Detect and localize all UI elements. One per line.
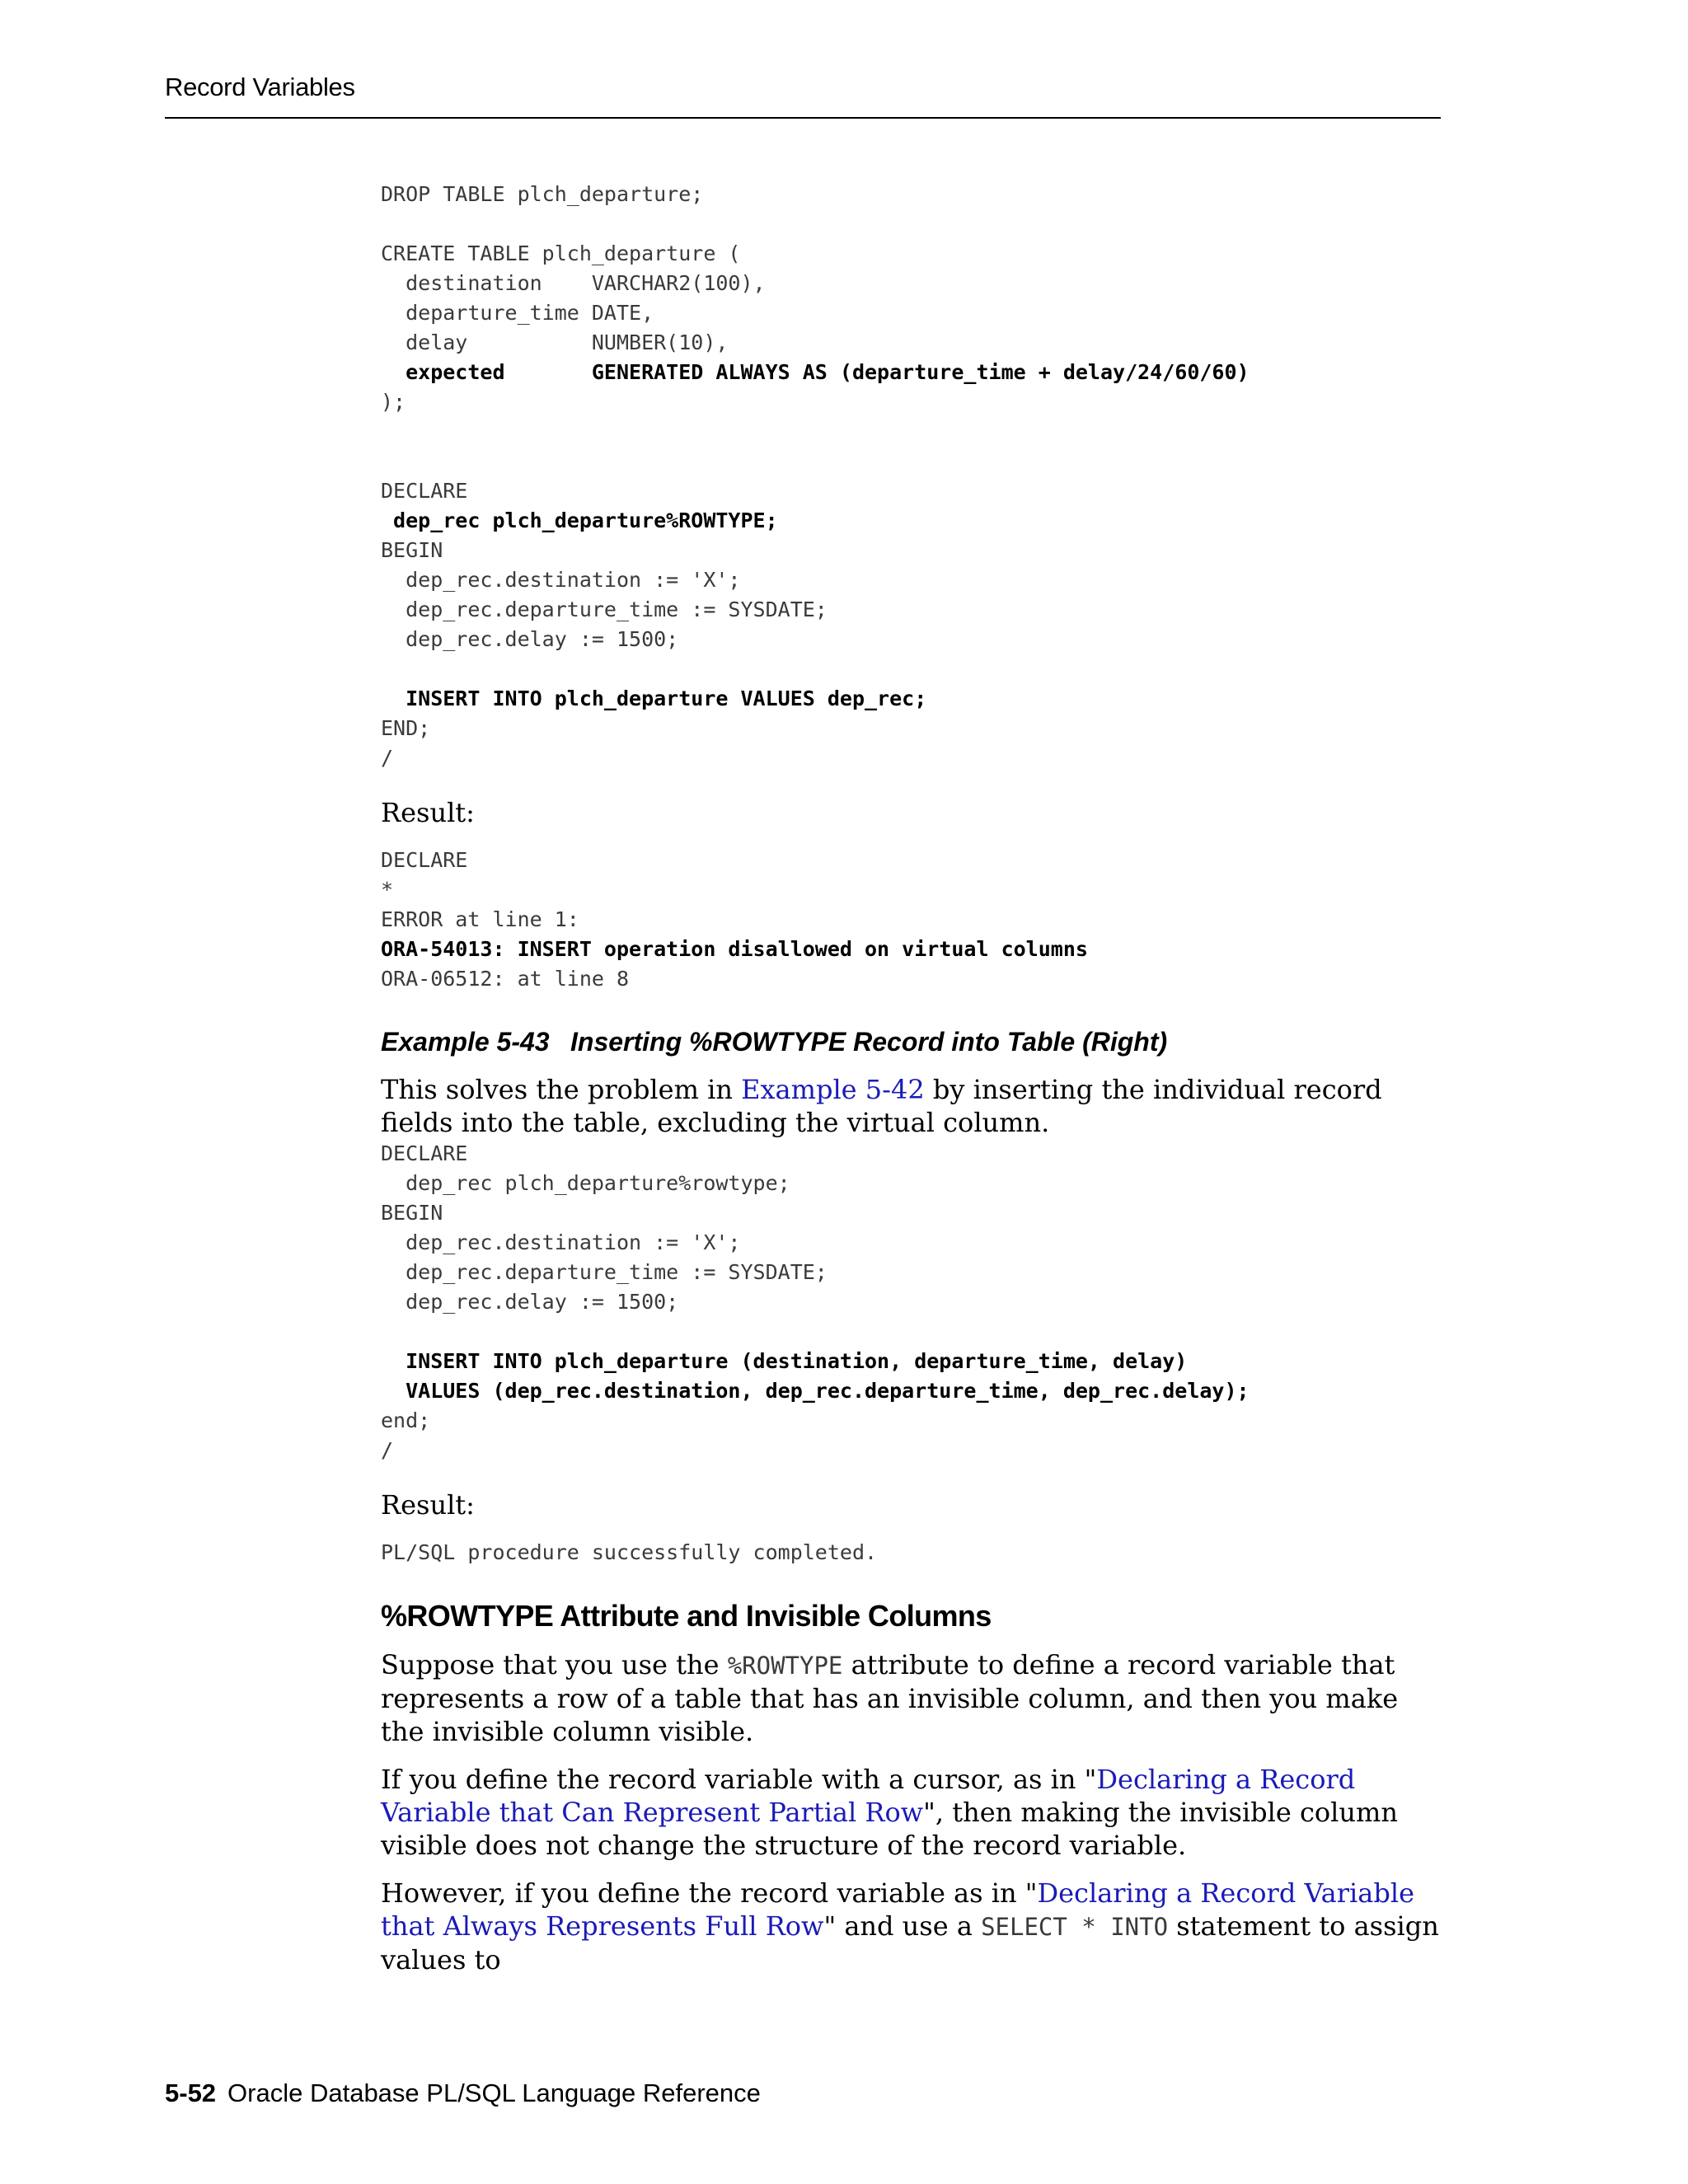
code-line: dep_rec.departure_time := SYSDATE;	[381, 598, 828, 621]
code-line	[381, 654, 1444, 684]
code-block-declare-right	[381, 1139, 1444, 1465]
code-line	[381, 209, 1444, 239]
text-run: However, if you define the record variable as in "	[381, 1877, 1038, 1909]
code-line: BEGIN	[381, 538, 443, 562]
code-line: dep_rec.destination := 'X';	[381, 1230, 741, 1254]
text-run: ", then making the invisible column visible does not change the structure of the record variable.	[381, 1797, 1398, 1861]
code-line: dep_rec.delay := 1500;	[381, 1290, 679, 1314]
code-line: *	[381, 878, 394, 902]
page-body	[381, 180, 1444, 1976]
code-line: delay NUMBER(10),	[381, 330, 729, 354]
code-line-bold	[381, 1347, 1444, 1376]
code-bold-text: INSERT INTO plch_departure (destination, departure_time, delay)	[381, 1349, 1188, 1373]
code-bold-text: dep_rec plch_departure%ROWTYPE;	[381, 509, 778, 532]
code-line: CREATE TABLE plch_departure (	[381, 241, 741, 265]
code-bold-text: ORA-54013: INSERT operation disallowed on virtual columns	[381, 937, 1088, 961]
result-label: Result:	[381, 1489, 475, 1521]
code-line: ORA-06512: at line 8	[381, 967, 630, 991]
code-line-bold	[381, 506, 1444, 536]
code-line: dep_rec.departure_time := SYSDATE;	[381, 1260, 828, 1284]
code-line: DROP TABLE plch_departure;	[381, 182, 704, 206]
example-title-text: Inserting %ROWTYPE Record into Table (Right)	[570, 1027, 1168, 1057]
text-run: If you define the record variable with a cursor, as in "	[381, 1764, 1097, 1795]
code-line: destination VARCHAR2(100),	[381, 271, 766, 295]
text-run: statement to assign values to	[381, 1910, 1439, 1975]
code-line: /	[381, 1438, 394, 1462]
text-run: Suppose that you use the	[381, 1649, 728, 1680]
text-run: " and use a	[823, 1910, 982, 1942]
code-block-declare-wrong	[381, 476, 1444, 773]
code-line: dep_rec.delay := 1500;	[381, 627, 679, 651]
full-row-link[interactable]: Declaring a Record Variable that Always Represents Full Row	[381, 1877, 1415, 1942]
example-paragraph	[381, 1073, 1444, 1139]
code-block-result-success	[381, 1538, 1444, 1568]
page-number: 5-52	[165, 2079, 217, 2107]
example-number: Example 5-43	[381, 1027, 550, 1057]
code-line-bold	[381, 684, 1444, 714]
text-run: attribute to define a record variable that represents a row of a table that has an invisible column, and then you make the invisible column visible.	[381, 1649, 1399, 1747]
code-line: PL/SQL procedure successfully completed.	[381, 1540, 878, 1564]
code-line-bold	[381, 935, 1444, 964]
text-run: This solves the problem in	[381, 1074, 742, 1105]
code-line: end;	[381, 1408, 431, 1432]
example-5-42-link[interactable]: Example 5-42	[741, 1074, 925, 1105]
example-title	[381, 1025, 1444, 1058]
code-line: ERROR at line 1:	[381, 907, 579, 931]
code-bold-text: VALUES (dep_rec.destination, dep_rec.departure_time, dep_rec.delay);	[381, 1379, 1250, 1403]
code-line: DECLARE	[381, 479, 468, 503]
code-line: DECLARE	[381, 1141, 468, 1165]
code-line: );	[381, 390, 406, 414]
section-paragraph-1	[381, 1648, 1444, 1748]
code-line: DECLARE	[381, 848, 468, 872]
code-block-create-table	[381, 180, 1444, 417]
code-line	[381, 1317, 1444, 1347]
page-footer	[165, 2079, 761, 2108]
section-paragraph-2	[381, 1763, 1444, 1862]
code-line: END;	[381, 716, 431, 740]
spacer	[381, 417, 1444, 476]
section-paragraph-3	[381, 1877, 1444, 1976]
code-line: dep_rec.destination := 'X';	[381, 568, 741, 592]
code-block-result-error	[381, 846, 1444, 994]
inline-code: SELECT * INTO	[981, 1913, 1169, 1941]
code-line: /	[381, 746, 394, 770]
code-line-bold	[381, 358, 1444, 387]
section-heading: %ROWTYPE Attribute and Invisible Columns	[381, 1599, 992, 1633]
header-rule	[165, 117, 1441, 119]
code-line: dep_rec plch_departure%rowtype;	[381, 1171, 790, 1195]
text-run: by inserting the individual record fields into the table, excluding the virtual column.	[381, 1074, 1382, 1138]
code-line: departure_time DATE,	[381, 301, 654, 325]
code-bold-text: expected GENERATED ALWAYS AS (departure_time + delay/24/60/60)	[381, 360, 1250, 384]
code-line: BEGIN	[381, 1201, 443, 1225]
code-bold-text: INSERT INTO plch_departure VALUES dep_rec;	[381, 687, 927, 710]
code-line-bold	[381, 1376, 1444, 1406]
partial-row-link[interactable]: Declaring a Record Variable that Can Represent Partial Row	[381, 1764, 1356, 1828]
result-label: Result:	[381, 797, 475, 828]
running-head: Record Variables	[165, 73, 355, 101]
book-title: Oracle Database PL/SQL Language Reference	[227, 2079, 761, 2107]
inline-code: %ROWTYPE	[727, 1652, 843, 1680]
